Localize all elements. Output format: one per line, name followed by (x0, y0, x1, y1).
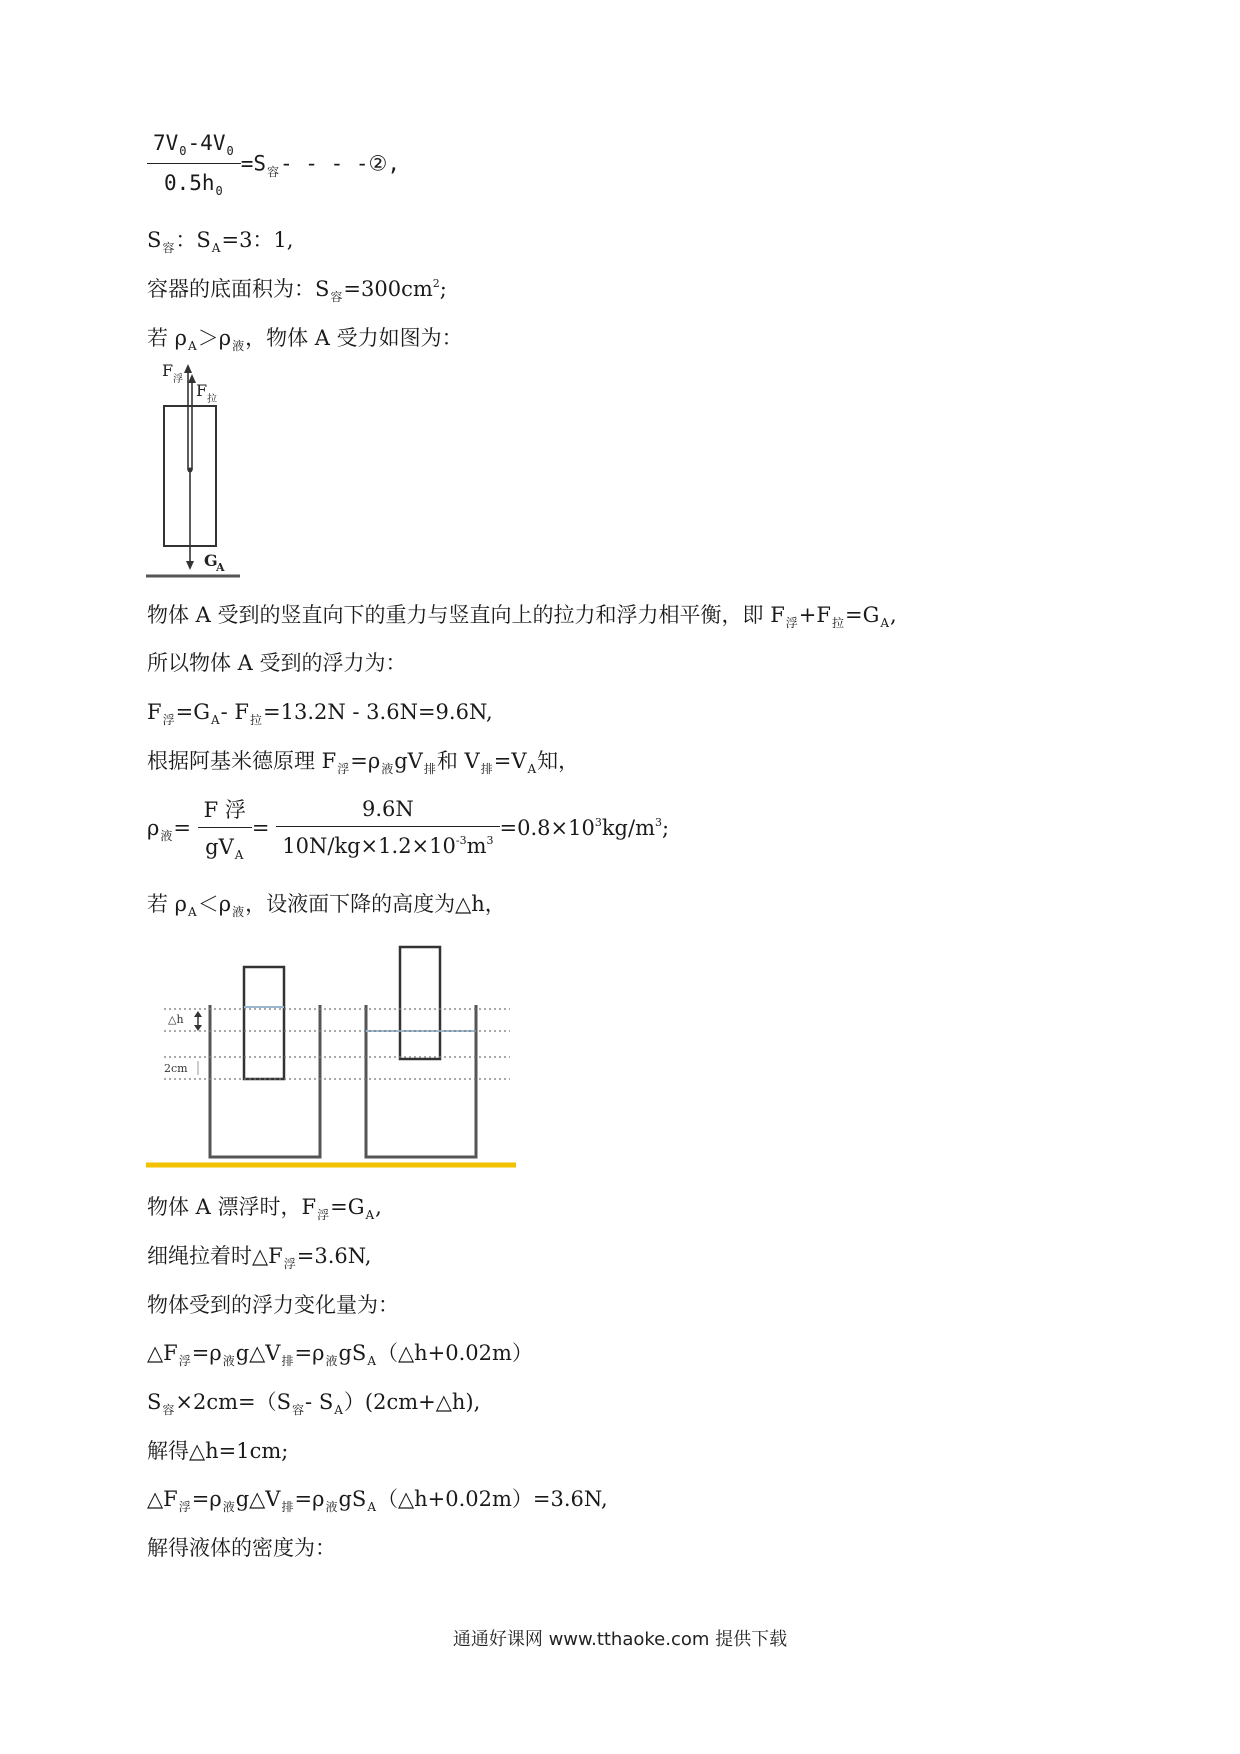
area-equation: $S_容\times 2cm=(S_容-$ $S_A)(2cm+\triangle h)$, (147, 1390, 481, 1417)
label-two-cm: 2cm (164, 1062, 188, 1075)
solve-h: 解得△h=1cm; (147, 1439, 289, 1463)
archimedes-principle: 根据阿基米德原理 $F_浮=\rho_液gV_排$和 $V_排=V_A$知， (147, 749, 580, 776)
delta-float-equation: $\triangle F_浮=\rho_液g\triangle V_排=\rho_液gS_A(\triangle h+0.02m)$ (147, 1341, 533, 1368)
area-ratio: $S_容$：$S_A=3$：1, (147, 228, 294, 255)
fraction-numeric: $\frac{9.6N}{10N/kg\times 1.2\times 10^{-3}m^3}$ (276, 794, 499, 865)
label-g: G (204, 551, 218, 570)
label-g-sub: A (216, 561, 225, 574)
label-f-pull-sub: 拉 (207, 394, 217, 405)
footer-source: 通通好课网 www.tthaoke.com 提供下载 (452, 1629, 788, 1650)
balance-statement: 物体 A 受到的竖直向下的重力与竖直向上的拉力和浮力相平衡，即 $F_浮+F_拉=G_A$, (147, 603, 897, 630)
float-calculation: $F_浮=G_A-$ $F_拉=13.2N - 3.6N=9.6N$, (147, 700, 493, 727)
label-f-pull: F (196, 381, 208, 400)
label-f-float: F (162, 361, 174, 380)
delta-float-equation-2: $\triangle F_浮=\rho_液g\triangle V_排=\rho_液gS_A(\triangle h+0.02m)=3.6N$, (147, 1487, 608, 1514)
equation-2: $\frac{7V_0-4V_0}{0.5h_0}$ $=S_容-$ - - -②, (147, 128, 400, 201)
fraction-float-over-gv: $\frac{\text{F 浮}}{gV_A}$ (198, 795, 252, 865)
block-right (400, 947, 440, 1059)
base-area: 容器的底面积为：$S_容=300cm^2$; (147, 277, 447, 304)
floating-condition: 物体 A 漂浮时，$F_浮=G_A$, (147, 1195, 382, 1222)
case-2-condition: 若 $\rho_A<\rho_液$，设液面下降的高度为△h， (147, 892, 506, 919)
container-diagram (140, 935, 540, 1175)
force-diagram (140, 358, 280, 580)
label-f-float-sub: 浮 (173, 374, 183, 385)
so-float-text: 所以物体 A 受到的浮力为： (147, 651, 407, 675)
change-text: 物体受到的浮力变化量为： (147, 1293, 399, 1317)
container-right (366, 1005, 476, 1157)
container-left (210, 1005, 320, 1157)
label-dh: △h (168, 1013, 184, 1026)
rope-condition: 细绳拉着时$\triangle F_浮=3.6N$, (147, 1244, 372, 1271)
solve-rho: 解得液体的密度为： (147, 1536, 336, 1560)
fraction-volume-height: $\frac{7V_0-4V_0}{0.5h_0}$ (147, 128, 241, 201)
density-equation: $\rho_液=$ $\frac{\text{F 浮}}{gV_A}$ = $\frac{9.6N}{10N/kg\times 1.2\times 10^{-3}m^3}$ $=0.8\times 10^3kg/m^3$; (147, 794, 669, 865)
block-left (244, 967, 284, 1079)
case-1-condition: 若 $\rho_A>\rho_液$，物体 A 受力如图为： (147, 326, 463, 353)
